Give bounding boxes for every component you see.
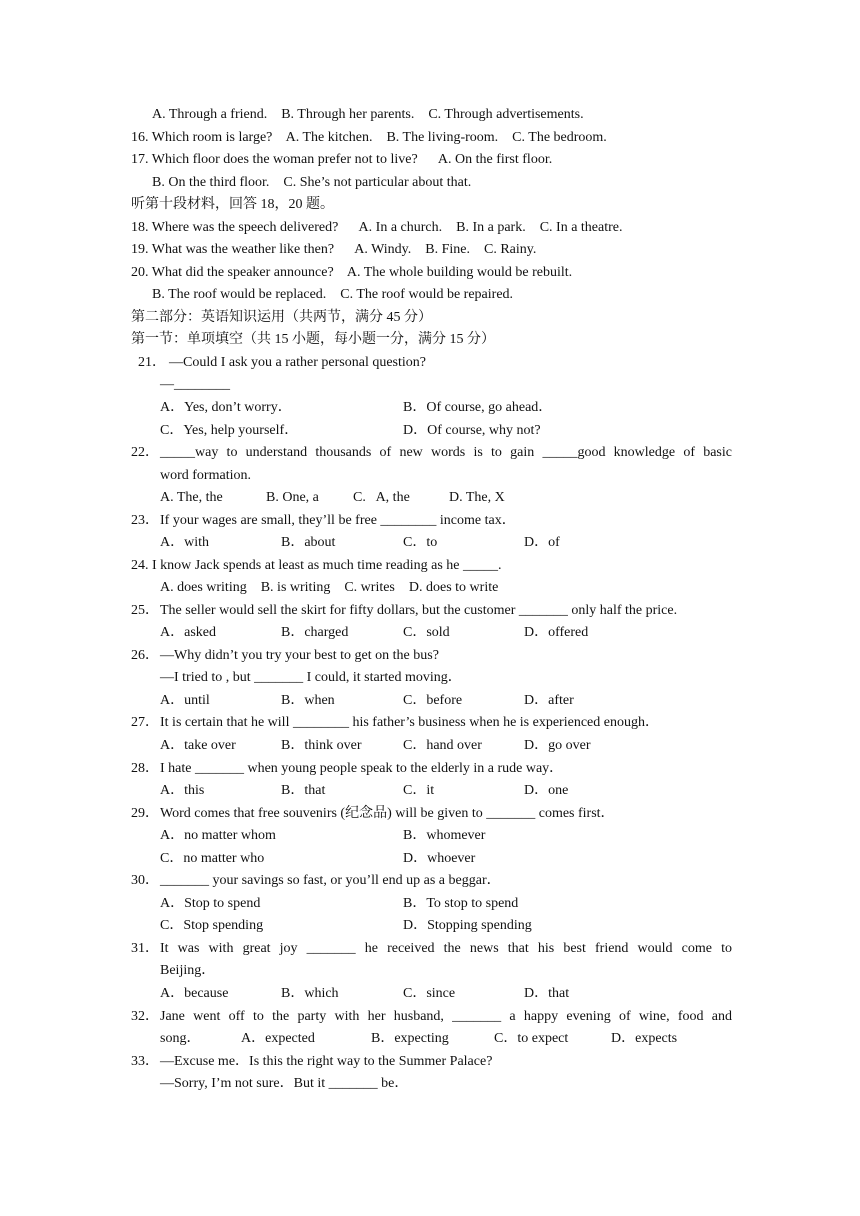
q24-options: A. does writing B. is writing C. writes D. does to write bbox=[160, 580, 499, 595]
q24-stem: 24. I know Jack spends at least as much time reading as he _____. bbox=[131, 558, 502, 573]
q30-stem: _______ your savings so fast, or you’ll end up as a beggar． bbox=[160, 873, 501, 888]
q30-option-b: B．To stop to spend bbox=[403, 896, 519, 911]
q26-option-d: D．after bbox=[524, 693, 574, 708]
q22-option-c: C. A, the bbox=[353, 490, 410, 505]
q23-stem: If your wages are small, they’ll be free ________ income tax． bbox=[160, 513, 516, 528]
q27-stem: It is certain that he will ________ his father’s business when he is experienced enough． bbox=[160, 715, 659, 730]
q33-number: 33． bbox=[131, 1054, 159, 1069]
q28-number: 28． bbox=[131, 761, 159, 776]
q28-option-a: A．this bbox=[160, 783, 205, 798]
section-instruction: 听第十段材料，回答 18，20 题。 bbox=[131, 197, 334, 212]
q32-number: 32． bbox=[131, 1009, 159, 1024]
q26-option-a: A．until bbox=[160, 693, 210, 708]
q25-option-b: B．charged bbox=[281, 625, 349, 640]
q29-stem: Word comes that free souvenirs (纪念品) will be given to _______ comes first． bbox=[160, 806, 615, 821]
q21-option-b: B．Of course, go ahead． bbox=[403, 400, 553, 415]
q27-number: 27． bbox=[131, 715, 159, 730]
q23-number: 23． bbox=[131, 513, 159, 528]
q20-options: B. The roof would be replaced. C. The roof would be repaired. bbox=[152, 287, 514, 302]
q23-option-c: C．to bbox=[403, 535, 438, 550]
q32-option-d: D．expects bbox=[611, 1031, 678, 1046]
q31-option-a: A．because bbox=[160, 986, 229, 1001]
q22-stem-line2: word formation. bbox=[160, 468, 251, 483]
q22-stem-line1: _____way to understand thousands of new words is to gain _____good knowledge of basic bbox=[160, 445, 732, 460]
q32-option-a: A．expected bbox=[241, 1031, 315, 1046]
q28-option-c: C．it bbox=[403, 783, 435, 798]
q31-option-d: D．that bbox=[524, 986, 570, 1001]
q33-stem-line1: —Excuse me．Is this the right way to the Summer Palace? bbox=[160, 1054, 493, 1069]
q27-option-d: D．go over bbox=[524, 738, 591, 753]
q21-number: 21． bbox=[138, 355, 166, 370]
q23-option-b: B．about bbox=[281, 535, 336, 550]
q22-option-d: D. The, X bbox=[449, 490, 505, 505]
q27-option-a: A．take over bbox=[160, 738, 236, 753]
q26-option-b: B．when bbox=[281, 693, 335, 708]
q21-option-d: D．Of course, why not? bbox=[403, 423, 541, 438]
q21-blank: —________ bbox=[160, 377, 230, 392]
q17-line: 17. Which floor does the woman prefer not to live? A. On the first floor. bbox=[131, 152, 553, 167]
q30-option-a: A．Stop to spend bbox=[160, 896, 261, 911]
part-two-heading: 第二部分：英语知识运用（共两节，满分 45 分） bbox=[131, 310, 432, 325]
q31-stem-line2: Beijing． bbox=[160, 963, 216, 978]
q25-option-a: A．asked bbox=[160, 625, 216, 640]
q28-stem: I hate _______ when young people speak to the elderly in a rude way． bbox=[160, 761, 564, 776]
q28-option-b: B．that bbox=[281, 783, 326, 798]
q29-option-b: B．whomever bbox=[403, 828, 486, 843]
q27-option-b: B．think over bbox=[281, 738, 362, 753]
q21-stem: —Could I ask you a rather personal question? bbox=[169, 355, 426, 370]
q31-number: 31． bbox=[131, 941, 159, 956]
q21-option-c: C．Yes, help yourself． bbox=[160, 423, 299, 438]
q22-number: 22． bbox=[131, 445, 159, 460]
q23-option-a: A．with bbox=[160, 535, 209, 550]
q31-option-b: B．which bbox=[281, 986, 339, 1001]
q26-stem-line1: —Why didn’t you try your best to get on the bus? bbox=[160, 648, 439, 663]
q29-option-a: A．no matter whom bbox=[160, 828, 276, 843]
q25-option-d: D．offered bbox=[524, 625, 589, 640]
q27-option-c: C．hand over bbox=[403, 738, 482, 753]
q25-option-c: C．sold bbox=[403, 625, 450, 640]
q28-option-d: D．one bbox=[524, 783, 569, 798]
q23-option-d: D．of bbox=[524, 535, 560, 550]
q22-option-b: B. One, a bbox=[266, 490, 319, 505]
q33-stem-line2: —Sorry, I’m not sure．But it _______ be． bbox=[160, 1076, 409, 1091]
q18-line: 18. Where was the speech delivered? A. In a church. B. In a park. C. In a theatre. bbox=[131, 220, 623, 235]
q26-number: 26． bbox=[131, 648, 159, 663]
q17-options: B. On the third floor. C. She’s not particular about that. bbox=[152, 175, 472, 190]
q26-stem-line2: —I tried to , but _______ I could, it started moving． bbox=[160, 670, 462, 685]
q22-option-a: A. The, the bbox=[160, 490, 223, 505]
q32-stem-line1: Jane went off to the party with her husband, _______ a happy evening of wine, food and bbox=[160, 1009, 732, 1024]
q29-option-c: C．no matter who bbox=[160, 851, 265, 866]
q32-option-b: B．expecting bbox=[371, 1031, 449, 1046]
q30-number: 30． bbox=[131, 873, 159, 888]
q26-option-c: C．before bbox=[403, 693, 463, 708]
q25-number: 25． bbox=[131, 603, 159, 618]
q20-line: 20. What did the speaker announce? A. The whole building would be rebuilt. bbox=[131, 265, 573, 280]
q32-option-c: C．to expect bbox=[494, 1031, 569, 1046]
q19-line: 19. What was the weather like then? A. Windy. B. Fine. C. Rainy. bbox=[131, 242, 537, 257]
q25-stem: The seller would sell the skirt for fifty dollars, but the customer _______ only half the price. bbox=[160, 603, 678, 618]
q29-option-d: D．whoever bbox=[403, 851, 476, 866]
q31-option-c: C．since bbox=[403, 986, 456, 1001]
q31-stem-line1: It was with great joy _______ he received the news that his best friend would come to bbox=[160, 941, 732, 956]
q32-stem-line2: song． bbox=[160, 1031, 201, 1046]
q15-options: A. Through a friend. B. Through her parents. C. Through advertisements. bbox=[152, 107, 584, 122]
q29-number: 29． bbox=[131, 806, 159, 821]
q30-option-d: D．Stopping spending bbox=[403, 918, 532, 933]
q16-line: 16. Which room is large? A. The kitchen. B. The living-room. C. The bedroom. bbox=[131, 130, 607, 145]
q21-option-a: A．Yes, don’t worry． bbox=[160, 400, 292, 415]
q30-option-c: C．Stop spending bbox=[160, 918, 264, 933]
section-one-heading: 第一节：单项填空（共 15 小题，每小题一分，满分 15 分） bbox=[131, 332, 495, 347]
